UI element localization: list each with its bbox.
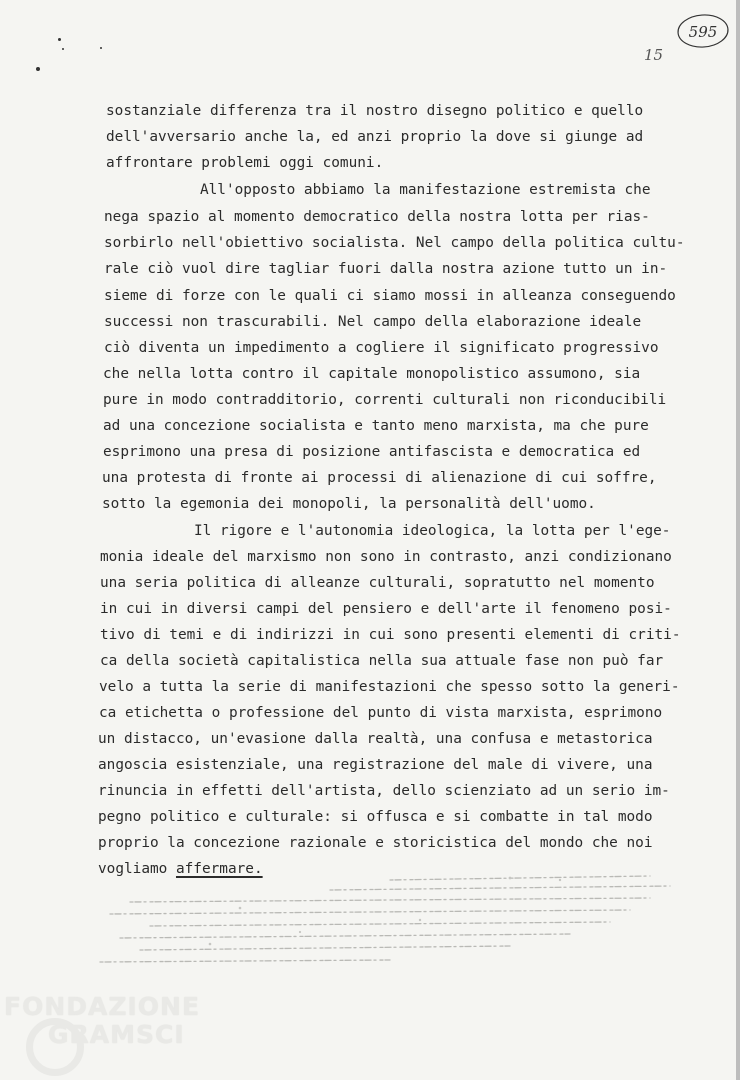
text-line: rinuncia in effetti dell'artista, dello scienziato ad un serio im-: [98, 783, 670, 799]
page-number: 15: [644, 46, 664, 64]
text-line: nega spazio al momento democratico della nostra lotta per rias-: [104, 209, 650, 225]
text-line: ca della società capitalistica nella sua attuale fase non può far: [100, 653, 664, 669]
watermark-line-1: FONDAZIONE: [4, 992, 201, 1021]
punch-mark: [36, 67, 40, 71]
text-line: ciò diventa un impedimento a cogliere il significato progressivo: [104, 340, 659, 356]
archive-number-text: 595: [688, 23, 718, 41]
archive-number-circle-icon: [676, 12, 730, 50]
text-line: in cui in diversi campi del pensiero e dell'arte il fenomeno posi-: [100, 601, 672, 617]
last-line-start: vogliamo: [98, 861, 176, 877]
ink-bleed-through: [90, 868, 690, 988]
text-line: proprio la concezione razionale e storicistica del mondo che noi: [98, 835, 653, 851]
text-line: ad una concezione socialista e tanto meno marxista, ma che pure: [103, 418, 649, 434]
text-line: un distacco, un'evasione dalla realtà, una confusa e metastorica: [98, 731, 653, 747]
text-line: sotto la egemonia dei monopoli, la personalità dell'uomo.: [102, 496, 596, 512]
punch-mark: [58, 38, 61, 41]
text-line: una seria politica di alleanze culturali, sopratutto nel momento: [100, 575, 655, 591]
text-line: che nella lotta contro il capitale monopolistico assumono, sia: [103, 366, 641, 382]
text-line: Il rigore e l'autonomia ideologica, la lotta per l'ege-: [64, 523, 671, 539]
text-line: dell'avversario anche la, ed anzi proprio la dove si giunge ad: [106, 129, 644, 145]
punch-mark: [100, 47, 102, 49]
text-line: una protesta di fronte ai processi di alienazione di cui soffre,: [102, 470, 657, 486]
text-line: esprimono una presa di posizione antifascista e democratica ed: [103, 444, 641, 460]
archive-number-stamp: [676, 12, 730, 50]
text-line: sieme di forze con le quali ci siamo mossi in alleanza conseguendo: [104, 288, 676, 304]
text-line: angoscia esistenziale, una registrazione del male di vivere, una: [98, 757, 653, 773]
text-line: affrontare problemi oggi comuni.: [106, 155, 384, 171]
underlined-word: affermare.: [175, 861, 263, 877]
text-line: velo a tutta la serie di manifestazioni che spesso sotto la generi-: [99, 679, 680, 695]
text-line: monia ideale del marxismo non sono in contrasto, anzi condizionano: [100, 549, 672, 565]
watermark-logo-icon: [26, 1018, 84, 1076]
text-line: ca etichetta o professione del punto di vista marxista, esprimono: [99, 705, 663, 721]
text-line: pure in modo contradditorio, correnti culturali non riconducibili: [103, 392, 667, 408]
punch-mark: [62, 48, 64, 50]
text-line: pegno politico e culturale: si offusca e si combatte in tal modo: [98, 809, 653, 825]
text-line: tivo di temi e di indirizzi in cui sono presenti elementi di criti-: [100, 627, 681, 643]
text-line: successi non trascurabili. Nel campo della elaborazione ideale: [104, 314, 642, 330]
text-line: sorbirlo nell'obiettivo socialista. Nel campo della politica cultu-: [104, 235, 685, 251]
watermark-line-2: GRAMSCI: [48, 1020, 185, 1049]
text-line: sostanziale differenza tra il nostro disegno politico e quello: [106, 103, 644, 119]
text-line: rale ciò vuol dire tagliar fuori dalla nostra azione tutto un in-: [104, 261, 668, 277]
text-line: All'opposto abbiamo la manifestazione estremista che: [70, 182, 651, 198]
